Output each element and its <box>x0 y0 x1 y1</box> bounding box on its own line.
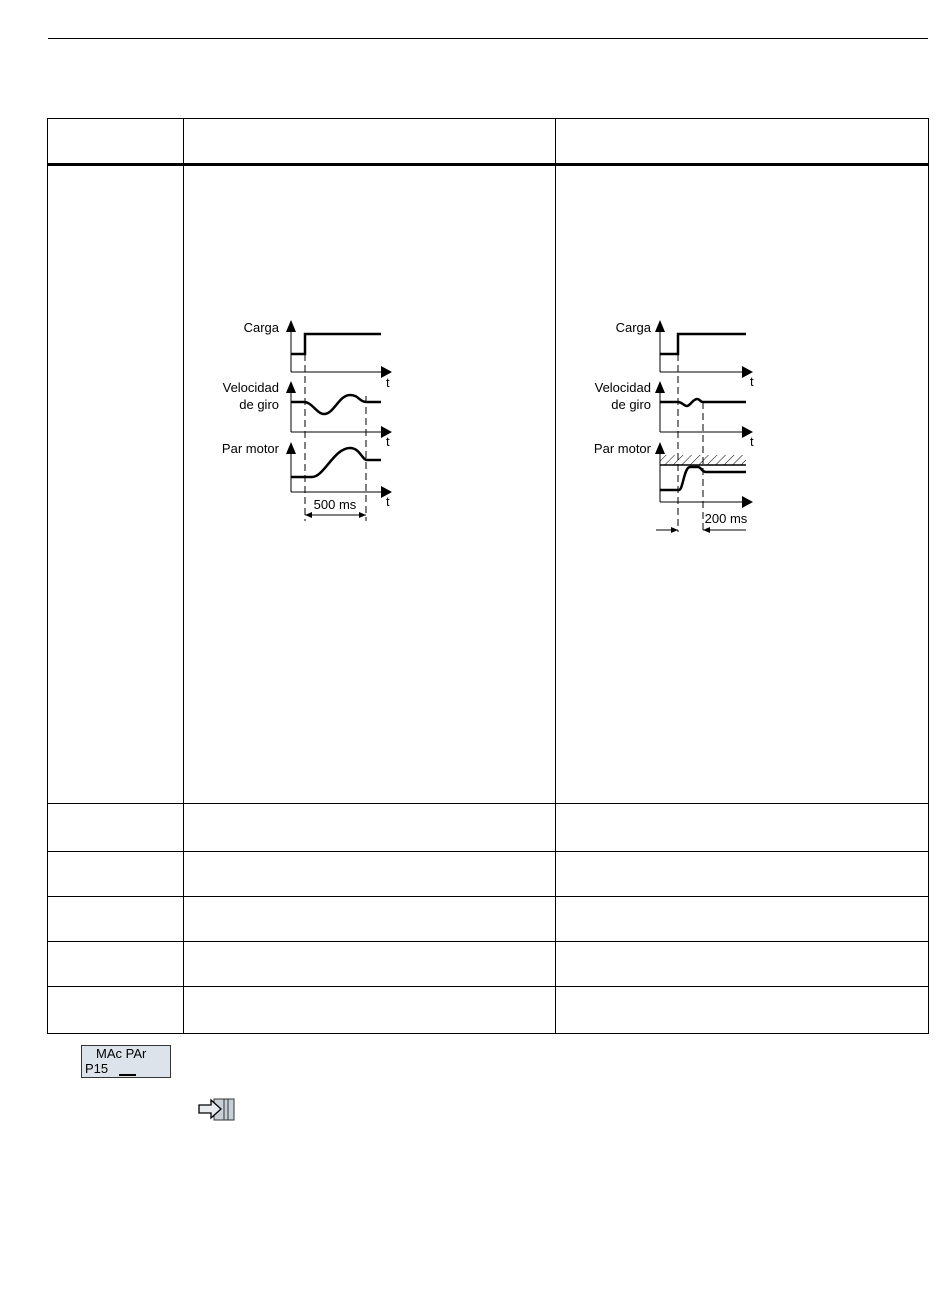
load-label: Carga <box>615 320 651 335</box>
speed-axis-t: t <box>386 434 390 449</box>
load-step-curve <box>660 334 746 354</box>
load-label: Carga <box>243 320 279 335</box>
torque-x-arrow <box>742 496 753 508</box>
right-diagram-cell <box>556 165 929 804</box>
right-response-diagram <box>556 166 929 803</box>
table-row <box>48 942 929 987</box>
speed-label-line2: de giro <box>239 397 279 412</box>
header-cell-1 <box>48 119 184 165</box>
diagram-row <box>48 165 929 804</box>
torque-label: Par motor <box>221 441 279 456</box>
header-rule <box>48 38 928 39</box>
left-response-diagram <box>184 166 556 803</box>
duration-arrow-right <box>359 512 366 518</box>
speed-label-line1: Velocidad <box>594 380 651 395</box>
bop-display <box>81 1045 171 1078</box>
speed-label-line1: Velocidad <box>222 380 279 395</box>
bop-cursor <box>119 1074 136 1076</box>
table-row <box>48 987 929 1034</box>
torque-label: Par motor <box>593 441 651 456</box>
load-y-arrow <box>655 320 665 332</box>
speed-axis-t: t <box>750 434 754 449</box>
table-row <box>48 804 929 852</box>
torque-y-arrow <box>286 442 296 454</box>
torque-axis-t: t <box>386 494 390 509</box>
load-y-arrow <box>286 320 296 332</box>
speed-y-arrow <box>655 381 665 393</box>
bop-display-line2: P15 <box>85 1061 109 1076</box>
speed-label-line2: de giro <box>611 397 651 412</box>
torque-curve <box>291 448 381 477</box>
duration-arrow-right <box>703 527 710 533</box>
duration-arrow-left <box>305 512 312 518</box>
load-axis-t: t <box>750 374 754 389</box>
table-row <box>48 852 929 897</box>
table-header-row <box>48 119 929 165</box>
load-axis-t: t <box>386 375 390 390</box>
duration-arrow-left <box>671 527 678 533</box>
header-cell-2 <box>184 119 556 165</box>
duration-label: 500 ms <box>313 497 357 512</box>
diagram-row-label-cell <box>48 165 184 804</box>
header-cell-3 <box>556 119 929 165</box>
load-step-curve <box>291 334 381 354</box>
table-row <box>48 897 929 942</box>
torque-y-arrow <box>655 442 665 454</box>
bop-display-line1: MAc PAr <box>96 1046 147 1061</box>
left-diagram-cell <box>184 165 556 804</box>
duration-label: 200 ms <box>704 511 748 526</box>
speed-y-arrow <box>286 381 296 393</box>
comparison-table <box>47 118 929 1034</box>
manual-reference-icon <box>196 1096 238 1122</box>
